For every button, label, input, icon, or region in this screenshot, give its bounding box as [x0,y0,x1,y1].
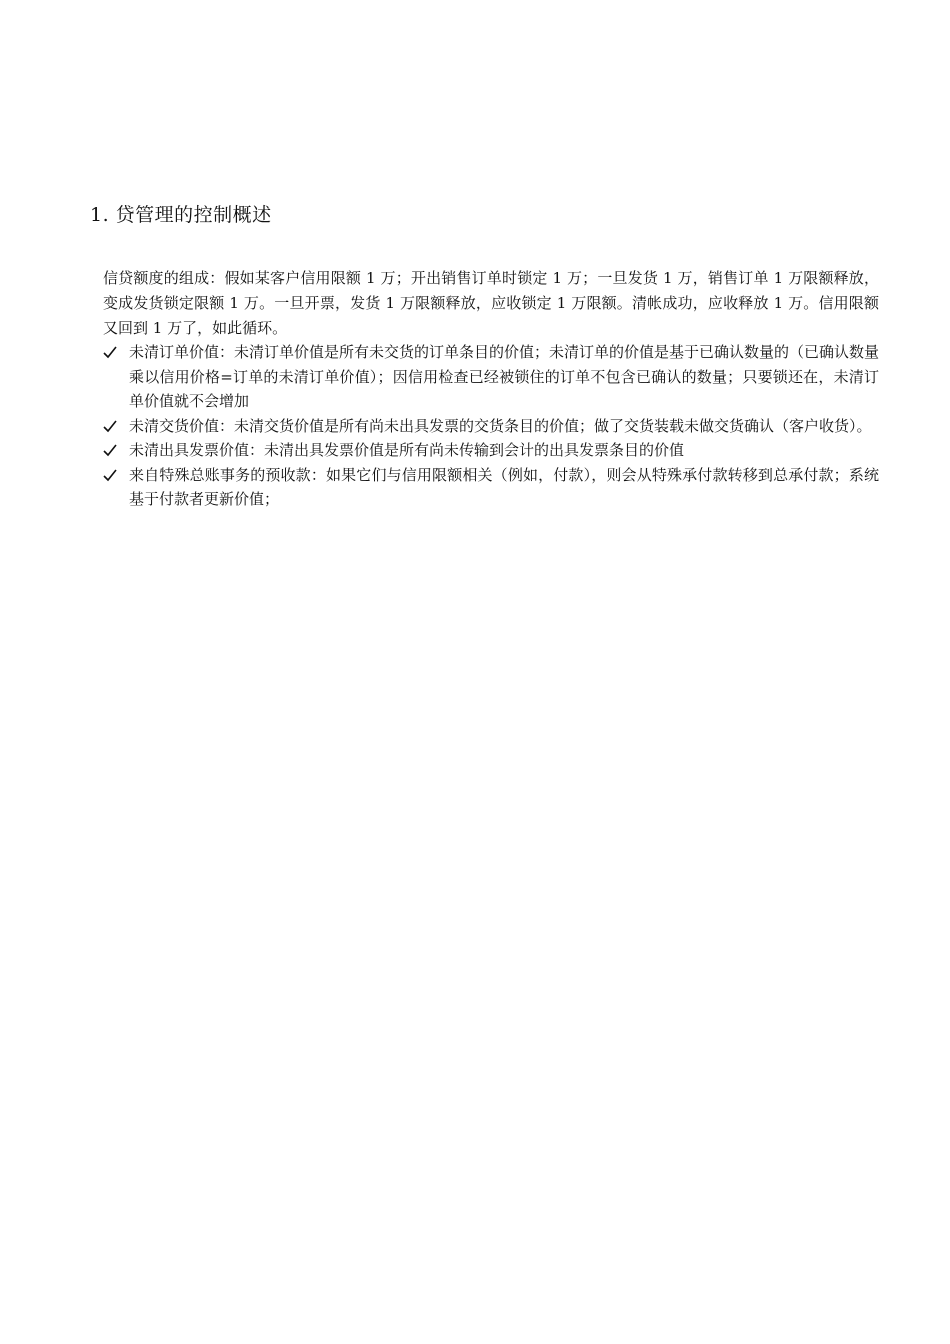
list-item [103,414,879,439]
bullet-text: 未清出具发票价值：未清出具发票价值是所有尚未传输到会计的出具发票条目的价值 [129,441,685,459]
check-icon [103,414,119,438]
check-icon [103,438,119,462]
bullet-text: 未清订单价值：未清订单价值是所有未交货的订单条目的价值；未清订单的价值是基于已确认数量的（已确认数量乘以信用价格=订单的未清订单价值）；因信用检查已经被锁住的订单不包含已确认的数量；只要锁还在，未清订单价值就不会增加 [129,343,880,410]
bullet-text: 来自特殊总账事务的预收款：如果它们与信用限额相关（例如，付款），则会从特殊承付款转移到总承付款；系统基于付款者更新价值； [129,465,879,508]
bullet-list [103,340,879,512]
list-item [103,438,879,463]
intro-paragraph: 信贷额度的组成：假如某客户信用限额 1 万；开出销售订单时锁定 1 万；一旦发货 1 万，销售订单 1 万限额释放，变成发货锁定限额 1 万。一旦开票，发货 1 万限额释放，应收锁定 1 万限额。清帐成功，应收释放 1 万。信用限额又回到 1 万了，如此循环。 [103,269,879,337]
section-heading: 1. 贷管理的控制概述 [90,204,272,226]
check-icon [103,340,119,364]
check-icon [103,463,119,487]
list-item [103,463,879,512]
bullet-text: 未清交货价值：未清交货价值是所有尚未出具发票的交货条目的价值；做了交货装载未做交货确认（客户收货）。 [129,416,872,435]
list-item [103,340,879,414]
